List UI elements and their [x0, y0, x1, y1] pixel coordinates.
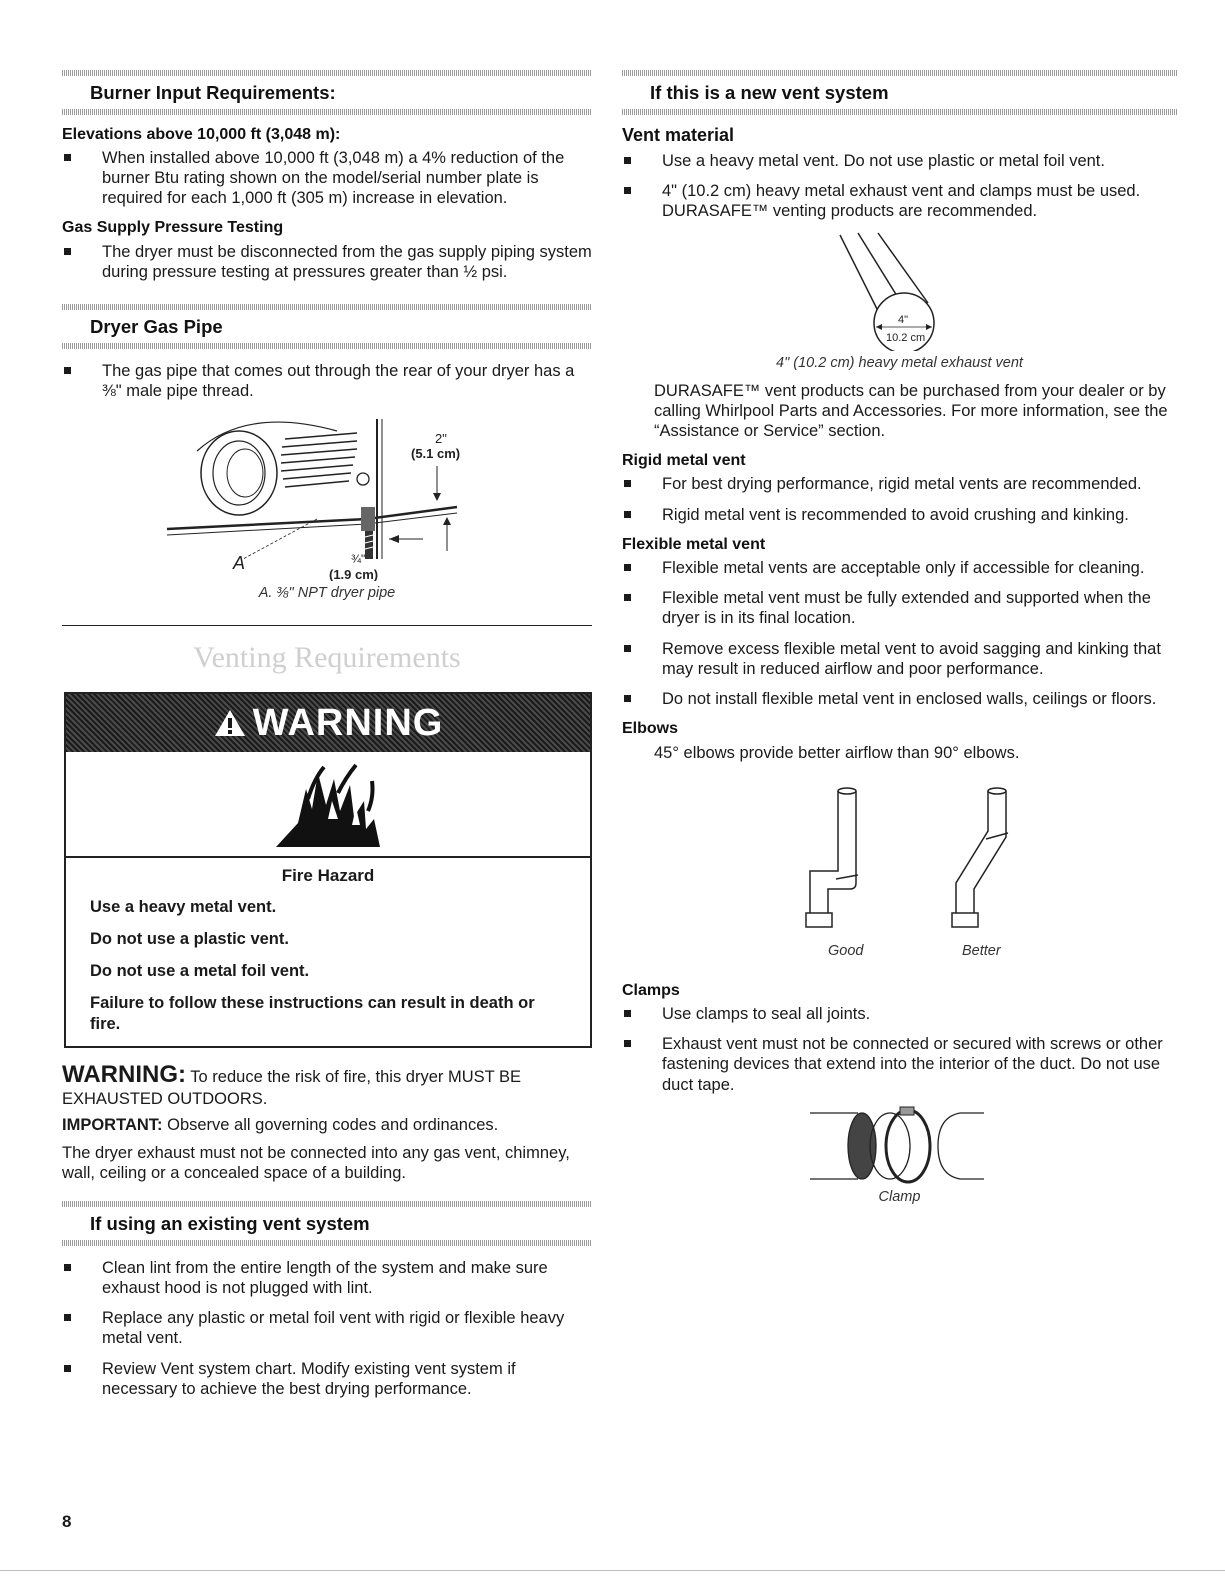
list-item: Rigid metal vent is recommended to avoid crushing and kinking.: [622, 505, 1177, 525]
label-a: A: [233, 553, 246, 574]
fire-icon: [268, 759, 388, 849]
list-item: Do not install flexible metal vent in enclosed walls, ceilings or floors.: [622, 689, 1177, 709]
list-item: Replace any plastic or metal foil vent with rigid or flexible heavy metal vent.: [62, 1308, 592, 1348]
warning-triangle-icon: [213, 708, 247, 738]
warning-body: [66, 858, 590, 1045]
page-bottom-rule: [0, 1570, 1225, 1571]
vent-material-subheading: Vent material: [622, 124, 735, 145]
gas-testing-list: [62, 242, 592, 282]
warning-line: Use a heavy metal vent.: [90, 898, 277, 917]
list-item: Review Vent system chart. Modify existing vent system if necessary to achieve the best drying performance.: [62, 1359, 592, 1399]
gas-testing-subheading: Gas Supply Pressure Testing: [62, 219, 284, 237]
exhaust-vent-diagram: [820, 231, 980, 351]
elbow-45-better: [952, 788, 1008, 927]
existing-section-heading: [62, 1201, 592, 1246]
list-item: Use clamps to seal all joints.: [622, 1004, 1177, 1024]
list-item: Use a heavy metal vent. Do not use plastic or metal foil vent.: [622, 151, 1177, 171]
list-item: Flexible metal vent must be fully extended and supported when the dryer is in its final location.: [622, 588, 1177, 628]
elbow-90-good: [806, 788, 858, 927]
new-vent-heading: If this is a new vent system: [650, 82, 889, 103]
left-column: [62, 70, 592, 1409]
elbows-diagram: [750, 771, 1050, 971]
right-column: [622, 70, 1177, 1214]
fire-image-area: [66, 752, 590, 858]
warning-text: To reduce the risk of fire, this dryer MUST BE EXHAUSTED OUTDOORS.: [62, 1067, 522, 1108]
clamps-list: [622, 1004, 1177, 1095]
rigid-list: [622, 474, 1177, 524]
flexible-subheading: Flexible metal vent: [622, 535, 766, 553]
list-item: Exhaust vent must not be connected or secured with screws or other fastening devices that extend into the interior of the duct. Do not use duct tape.: [622, 1034, 1177, 1094]
pipe-list: [62, 361, 592, 401]
warning-line: Failure to follow these instructions can result in death or fire.: [90, 994, 535, 1033]
new-vent-section-heading: [622, 70, 1177, 115]
pipe-caption: A. ⅜" NPT dryer pipe: [258, 585, 396, 602]
warning-header: [66, 694, 590, 752]
dim-bottom-cm: (1.9 cm): [329, 567, 379, 582]
list-item: Flexible metal vents are acceptable only if accessible for cleaning.: [622, 558, 1177, 578]
warning-label: WARNING:: [62, 1060, 186, 1088]
burner-section-heading: [62, 70, 592, 115]
list-item: For best drying performance, rigid metal vents are recommended.: [622, 474, 1177, 494]
elbows-text: 45° elbows provide better airflow than 90° elbows.: [654, 743, 1020, 762]
warning-line: Do not use a plastic vent.: [90, 930, 289, 949]
list-item: Remove excess flexible metal vent to avoid sagging and kinking that may result in reduced airflow and poor performance.: [622, 639, 1177, 679]
pipe-section-heading: [62, 304, 592, 349]
clamps-subheading: Clamps: [622, 981, 680, 999]
warning-header-text: WARNING: [252, 702, 444, 745]
dim-bottom: ¾": [351, 552, 366, 567]
vent-fig-in: 4": [897, 313, 908, 326]
durasafe-note: DURASAFE™ vent products can be purchased from your dealer or by calling Whirlpool Parts and Accessories. For more information, see the “Assistance or Service” section.: [654, 381, 1168, 440]
gas-pipe-diagram: [167, 411, 487, 581]
list-item: When installed above 10,000 ft (3,048 m) a 4% reduction of the burner Btu rating shown on the model/serial number plate is required for each 1,000 ft (305 m) increase in elevation.: [62, 148, 592, 208]
existing-heading: If using an existing vent system: [90, 1213, 370, 1235]
list-item: 4" (10.2 cm) heavy metal exhaust vent and clamps must be used. DURASAFE™ venting products are recommended.: [622, 181, 1177, 221]
dim-top: 2": [435, 431, 447, 447]
important-note: [62, 1115, 592, 1135]
important-text: Observe all governing codes and ordinances.: [167, 1116, 499, 1135]
existing-list: [62, 1258, 592, 1399]
hazard-title: Fire Hazard: [281, 866, 375, 886]
clamp-diagram: [800, 1105, 1000, 1185]
list-item: The gas pipe that comes out through the rear of your dryer has a ⅜" male pipe thread.: [62, 361, 592, 401]
elevation-list: [62, 148, 592, 208]
better-label: Better: [961, 942, 1001, 959]
burner-heading: Burner Input Requirements:: [90, 82, 336, 103]
vent-fig-cm: 10.2 cm: [885, 331, 925, 344]
good-label: Good: [827, 942, 863, 959]
warning-line: Do not use a metal foil vent.: [90, 962, 310, 981]
pipe-heading: Dryer Gas Pipe: [90, 316, 223, 338]
warning-statement: [62, 1060, 592, 1109]
dim-top-cm: (5.1 cm): [411, 446, 461, 462]
elbows-subheading: Elbows: [622, 719, 679, 737]
list-item: The dryer must be disconnected from the gas supply piping system during pressure testing at pressures greater than ½ psi.: [62, 242, 592, 282]
vent-caption: 4" (10.2 cm) heavy metal exhaust vent: [776, 354, 1023, 371]
important-label: IMPORTANT:: [62, 1116, 163, 1135]
exhaust-note: The dryer exhaust must not be connected into any gas vent, chimney, wall, ceiling or a concealed space of a building.: [62, 1144, 570, 1183]
vent-material-list: [622, 151, 1177, 221]
page-number: 8: [62, 1512, 72, 1531]
section-divider: [62, 625, 592, 626]
rigid-subheading: Rigid metal vent: [622, 451, 746, 469]
elevation-subheading: Elevations above 10,000 ft (3,048 m):: [62, 125, 341, 143]
venting-title: Venting Requirements: [193, 640, 461, 674]
warning-box: [64, 692, 592, 1047]
flexible-list: [622, 558, 1177, 709]
clamp-caption: Clamp: [878, 1188, 921, 1205]
list-item: Clean lint from the entire length of the system and make sure exhaust hood is not plugged with lint.: [62, 1258, 592, 1298]
